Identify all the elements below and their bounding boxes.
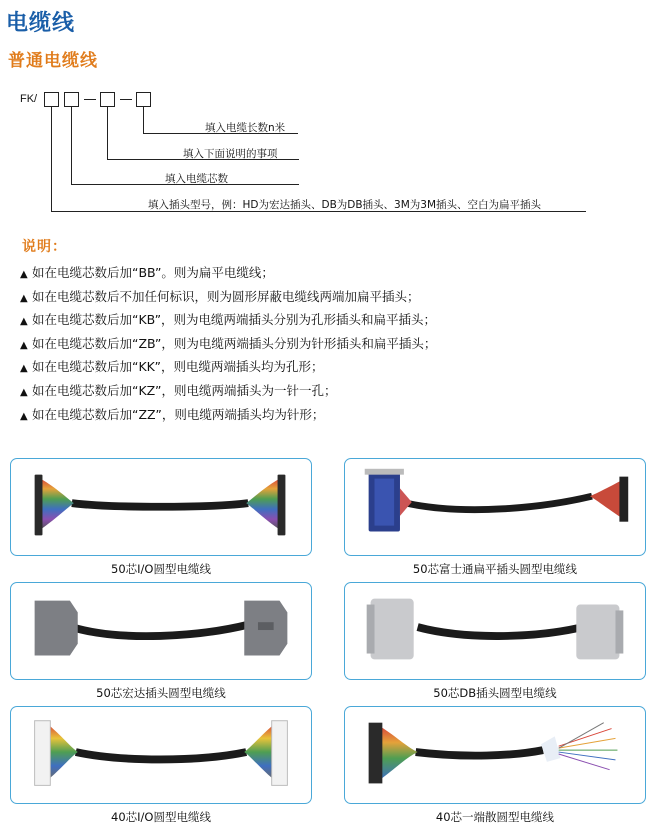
code-box-plug-type: [44, 92, 59, 107]
product-caption: 50芯宏达插头圆型电缆线: [96, 686, 226, 700]
product-caption: 50芯富士通扁平插头圆型电缆线: [412, 562, 578, 576]
note-item: ▲ 如在电缆芯数后加“BB”。则为扁平电缆线；: [20, 262, 436, 286]
code-box-core-count: [64, 92, 79, 107]
product-caption: 40芯一端散圆型电缆线: [435, 810, 555, 824]
model-code-diagram: [0, 86, 657, 216]
triangle-bullet-icon: ▲: [20, 269, 28, 280]
notes-heading: 说明：: [22, 239, 67, 255]
code-dash: [120, 99, 132, 100]
section-subtitle: 普通电缆线: [8, 51, 98, 71]
notes-list: [20, 262, 436, 427]
db-cable-image: [345, 583, 645, 679]
note-item: ▲ 如在电缆芯数后加“KK”，则电缆两端插头均为孔形；: [20, 356, 436, 380]
code-label-plug-type: 填入插头型号，例：HD为宏达插头、DB为DB插头、3M为3M插头、空白为扁平插头: [148, 199, 542, 211]
product-caption: 50芯I/O圆型电缆线: [111, 562, 211, 576]
code-box-notes: [100, 92, 115, 107]
triangle-bullet-icon: ▲: [20, 339, 28, 351]
product-card-50-fujitsu[interactable]: [344, 458, 646, 556]
product-card-40-loose[interactable]: [344, 706, 646, 804]
fujitsu-cable-image: [345, 459, 645, 555]
ribbon-cable-image: [11, 459, 311, 555]
product-card-40-io[interactable]: [10, 706, 312, 804]
triangle-bullet-icon: ▲: [20, 410, 28, 422]
code-label-length: 填入电缆长数n米: [205, 122, 286, 134]
triangle-bullet-icon: ▲: [20, 316, 28, 328]
code-label-core-count: 填入电缆芯数: [165, 173, 228, 185]
page-title: 电缆线: [6, 11, 76, 36]
product-caption: 50芯DB插头圆型电缆线: [433, 686, 557, 700]
io40-cable-image: [11, 707, 311, 803]
triangle-bullet-icon: ▲: [20, 292, 28, 304]
hongda-cable-image: [11, 583, 311, 679]
note-item: ▲ 如在电缆芯数后加“ZZ”，则电缆两端插头均为针形；: [20, 404, 436, 428]
code-dash: [84, 99, 96, 100]
product-card-50-io[interactable]: [10, 458, 312, 556]
note-item: ▲ 如在电缆芯数后加“KZ”，则电缆两端插头为一针一孔；: [20, 380, 436, 404]
code-prefix: FK/: [20, 93, 38, 105]
note-item: ▲ 如在电缆芯数后加“ZB”，则为电缆两端插头分别为针形插头和扁平插头；: [20, 333, 436, 357]
triangle-bullet-icon: ▲: [20, 386, 28, 398]
triangle-bullet-icon: ▲: [20, 363, 28, 375]
loose-end-cable-image: [345, 707, 645, 803]
product-card-50-db[interactable]: [344, 582, 646, 680]
note-item: ▲ 如在电缆芯数后不加任何标识，则为圆形屏蔽电缆线两端加扁平插头；: [20, 286, 436, 310]
code-label-notes: 填入下面说明的事项: [183, 148, 278, 160]
code-box-length: [136, 92, 151, 107]
product-card-50-hongda[interactable]: [10, 582, 312, 680]
note-item: ▲ 如在电缆芯数后加“KB”，则为电缆两端插头分别为孔形插头和扁平插头；: [20, 309, 436, 333]
product-caption: 40芯I/O圆型电缆线: [111, 810, 211, 824]
